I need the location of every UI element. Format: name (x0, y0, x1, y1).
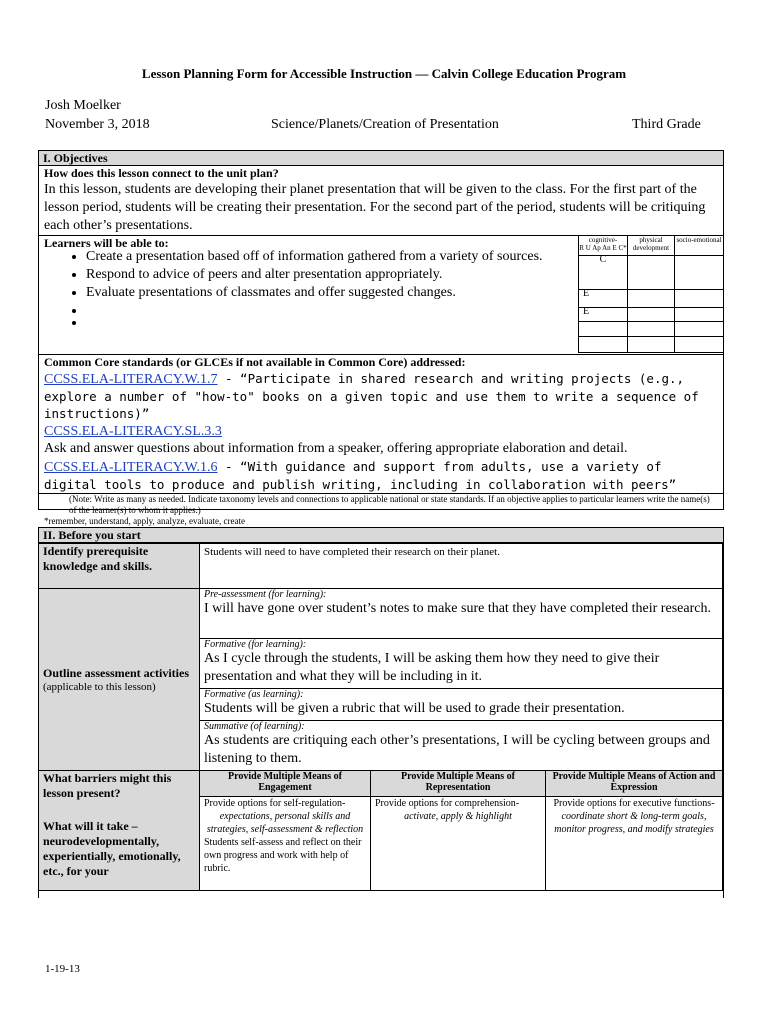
summative-label: Summative (of learning): (204, 721, 305, 732)
assess-sub: (applicable to this lesson) (43, 681, 156, 693)
taxonomy-footnote: *remember, understand, apply, analyze, evaluate, create (44, 516, 245, 526)
objectives-note: (Note: Write as many as needed. Indicate taxonomy levels and connections to applicable national or state standards. If an objective applies to particular learners write the name(s) of the learner(s) to whom it applies.) (69, 494, 710, 515)
pre-assessment-label: Pre-assessment (for learning): (204, 589, 327, 600)
footer-date: 1-19-13 (45, 963, 80, 975)
engagement-detail: expectations, personal skills and strategies, self-assessment & reflection (206, 811, 364, 835)
list-item (86, 302, 586, 314)
formative-as-label: Formative (as learning): (204, 689, 304, 700)
action-cell (546, 797, 723, 891)
standard-link-sl33[interactable]: CCSS.ELA-LITERACY.SL.3.3 (44, 424, 222, 439)
summative-cell (200, 721, 723, 771)
assess-label: Outline assessment activities (43, 666, 189, 680)
standard-link-w17[interactable]: CCSS.ELA-LITERACY.W.1.7 (44, 372, 218, 387)
take-label: What will it take – neurodevelopmentally, experientially, emotionally, etc., for your (43, 819, 181, 878)
representation-cell (371, 797, 546, 891)
barriers-cell (39, 771, 200, 891)
standards-label: Common Core standards (or GLCEs if not available in Common Core) addressed: (44, 355, 466, 369)
learners-label: Learners will be able to: (44, 236, 169, 250)
col-representation-head: Provide Multiple Means of Representation (371, 771, 546, 797)
before-section (38, 527, 724, 898)
author-name: Josh Moelker (45, 98, 121, 113)
pre-assessment-cell (200, 589, 723, 639)
engagement-note: Students self-assess and reflect on their own progress and work with help of rubric. (204, 837, 362, 874)
col-cognitive: cognitive- R U Ap An E C* (579, 236, 628, 256)
connect-answer: In this lesson, students are developing their planet presentation that will be given to the class. For the first part of the lesson period, students will be creating their presentation. For the second part of the period, students will be critiquing each other’s presentations. (44, 182, 706, 233)
list-item: • Respond to advice of peers and alter presentation appropriately. (86, 266, 586, 284)
formative-for-label: Formative (for learning): (204, 639, 307, 650)
grade-level: Third Grade (632, 117, 701, 132)
summative-text: As students are critiquing each other’s presentations, I will be cycling between groups and listening to them. (204, 733, 710, 766)
col-physical: physical development (628, 236, 675, 256)
lesson-date: November 3, 2018 (45, 117, 150, 132)
formative-as-cell (200, 689, 723, 721)
connect-question: How does this lesson connect to the unit plan? (44, 166, 279, 180)
code-cell (579, 322, 628, 337)
col-action-head: Provide Multiple Means of Action and Expression (546, 771, 723, 797)
col-socio: socio-emotional (675, 236, 724, 256)
standard-text-sl33: Ask and answer questions about information from a speaker, offering appropriate elaboration and detail. (44, 441, 628, 456)
objective-list (64, 248, 586, 326)
list-item (86, 314, 586, 326)
representation-detail: activate, apply & highlight (404, 811, 512, 822)
prereq-label: Identify prerequisite knowledge and skills. (39, 544, 200, 589)
before-heading: II. Before you start (39, 528, 723, 543)
code-cell: C (579, 256, 628, 290)
page-title: Lesson Planning Form for Accessible Instruction — Calvin College Education Program (141, 66, 627, 81)
learners-row (39, 235, 723, 355)
standard-link-w16[interactable]: CCSS.ELA-LITERACY.W.1.6 (44, 460, 218, 475)
prereq-text: Students will need to have completed their research on their planet. (200, 544, 723, 589)
barriers-label: What barriers might this lesson present? (43, 771, 172, 800)
action-detail: coordinate short & long-term goals, monitor progress, and modify strategies (554, 811, 714, 835)
representation-option: Provide options for comprehension- (375, 798, 520, 809)
engagement-option: Provide options for self-regulation- (204, 798, 346, 809)
pre-assessment-text: I will have gone over student’s notes to make sure that they have completed their research. (204, 601, 711, 616)
code-cell: E (579, 308, 628, 322)
lesson-subject: Science/Planets/Creation of Presentation (271, 117, 499, 132)
taxonomy-table (578, 235, 724, 353)
standard-text-w17: - “Participate in shared research and writing projects (e.g., explore a number of "how-to" books on a given topic and use them to write a sequence of instructions)” (44, 371, 699, 421)
before-table (38, 543, 723, 891)
standard-text-w16: - “With guidance and support from adults, use a variety of digital tools to produce and publish writing, including in collaboration with peers” (44, 459, 677, 492)
col-engagement-head: Provide Multiple Means of Engagement (200, 771, 371, 797)
assess-label-cell (39, 589, 200, 771)
formative-for-text: As I cycle through the students, I will be asking them how they need to give their presentation and what they will be including in it. (204, 651, 660, 684)
list-item: • Create a presentation based off of information gathered from a variety of sources. (86, 248, 586, 266)
action-option: Provide options for executive functions- (553, 798, 715, 809)
objectives-heading: I. Objectives (39, 151, 723, 166)
formative-as-text: Students will be given a rubric that will be used to grade their presentation. (204, 701, 625, 716)
engagement-cell (200, 797, 371, 891)
list-item: • Evaluate presentations of classmates and offer suggested changes. (86, 284, 586, 302)
formative-for-cell (200, 639, 723, 689)
code-cell (579, 337, 628, 353)
objectives-section (38, 150, 724, 526)
code-cell: E (579, 290, 628, 308)
